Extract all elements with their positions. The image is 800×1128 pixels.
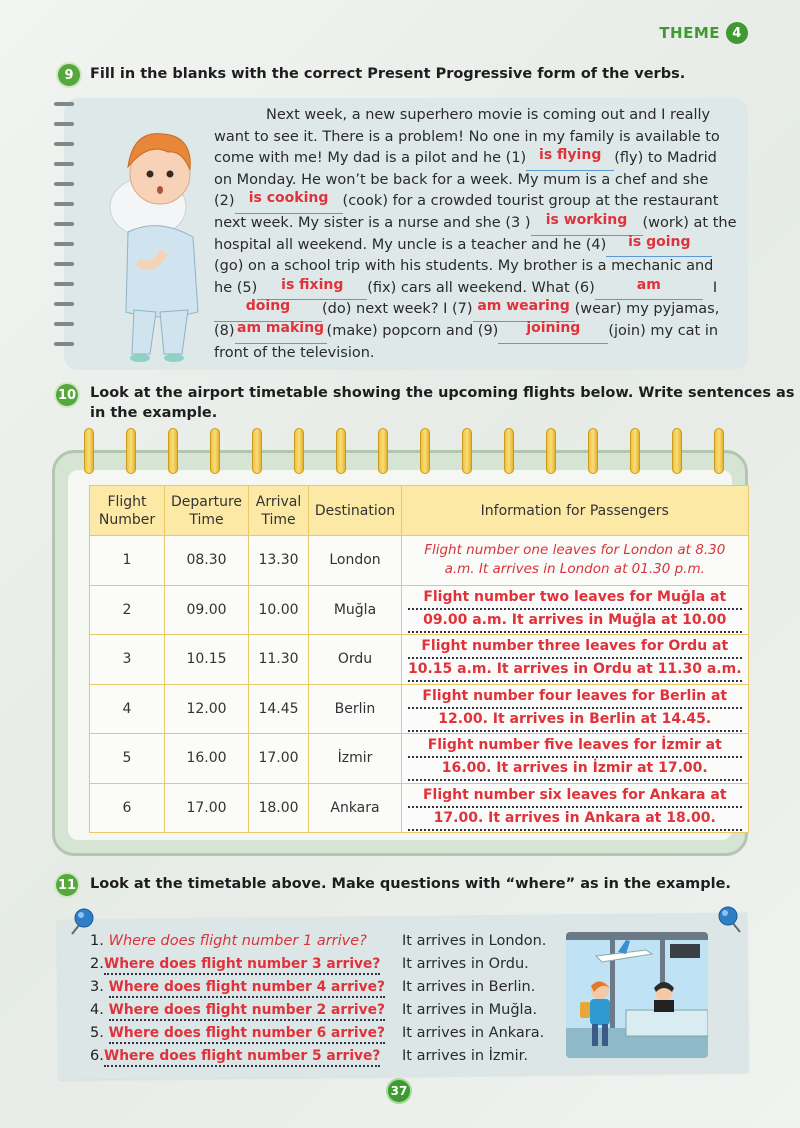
answer-row: It arrives in London. [402, 933, 547, 949]
cell-info-answer[interactable]: Flight number two leaves for Muğla at 09.00 a.m. It arrives in Muğla at 10.00 [402, 585, 749, 635]
cell-flight-number: 3 [90, 635, 165, 685]
paragraph-line: front of the television. [214, 344, 375, 361]
cell-destination: London [309, 536, 402, 586]
header-information: Information for Passengers [402, 486, 749, 536]
cell-destination: Muğla [309, 585, 402, 635]
cell-info-example: Flight number one leaves for London at 8.30 a.m. It arrives in London at 01.30 p.m. [402, 536, 749, 586]
cell-departure: 16.00 [165, 734, 249, 784]
answers-list [402, 930, 546, 1068]
cell-flight-number: 2 [90, 585, 165, 635]
table-row [90, 536, 749, 586]
question-row[interactable]: 4. Where does flight number 2 arrive? [90, 999, 390, 1022]
question-row[interactable]: 6. Where does flight number 5 arrive? [90, 1045, 390, 1068]
blank-6[interactable]: am [595, 278, 703, 301]
cell-info-answer[interactable]: Flight number three leaves for Ordu at 10.15 a.m. It arrives in Ordu at 11.30 a.m. [402, 635, 749, 685]
paragraph-line: (2) is cooking (cook) for a crowded tourist group at the restaurant [214, 191, 734, 213]
cell-departure: 12.00 [165, 684, 249, 734]
table-row [90, 783, 749, 833]
exercise-10-instruction-line2: in the example. [90, 405, 218, 421]
answer-row: It arrives in Muğla. [402, 1002, 538, 1018]
cell-flight-number: 1 [90, 536, 165, 586]
cell-arrival: 10.00 [249, 585, 309, 635]
cell-destination: Ordu [309, 635, 402, 685]
blank-3[interactable]: is working [531, 213, 643, 236]
cell-arrival: 14.45 [249, 684, 309, 734]
question-row[interactable]: 2. Where does flight number 3 arrive? [90, 953, 390, 976]
blank-5[interactable]: is fixing [257, 278, 367, 301]
answer-row: It arrives in İzmir. [402, 1048, 528, 1064]
blank-7[interactable]: doing [214, 299, 322, 322]
cell-info-answer[interactable]: Flight number five leaves for İzmir at 16.00. It arrives in İzmir at 17.00. [402, 734, 749, 784]
page-number: 37 [386, 1078, 412, 1104]
paragraph-line: want to see it. There is a problem! No one in my family is available to [214, 128, 720, 145]
answer-row: It arrives in Ankara. [402, 1025, 545, 1041]
cell-arrival: 18.00 [249, 783, 309, 833]
boy-in-pyjamas-illustration [98, 112, 218, 367]
question-row[interactable]: 3. Where does flight number 4 arrive? [90, 976, 390, 999]
questions-list [90, 930, 390, 1068]
blank-2[interactable]: is cooking [235, 191, 343, 214]
blank-8[interactable]: am wearing [473, 299, 575, 322]
exercise-10-instruction-line1: Look at the airport timetable showing the upcoming flights below. Write sentences as [90, 385, 795, 401]
airport-check-in-illustration [566, 932, 708, 1058]
notebook-spiral [54, 98, 74, 368]
table-row [90, 734, 749, 784]
cell-info-answer[interactable]: Flight number four leaves for Berlin at 12.00. It arrives in Berlin at 14.45. [402, 684, 749, 734]
paragraph-line: (8) am making (make) popcorn and (9) joining (join) my cat in [214, 321, 734, 343]
blank-4[interactable]: is going [606, 235, 712, 258]
paragraph-line: on Monday. He won’t be back for a week. My mum is a chef and she [214, 171, 709, 188]
cell-destination: Berlin [309, 684, 402, 734]
cell-flight-number: 6 [90, 783, 165, 833]
paragraph-line: come with me! My dad is a pilot and he (1) is flying (fly) to Madrid [214, 148, 734, 170]
cell-departure: 10.15 [165, 635, 249, 685]
question-row[interactable]: 5. Where does flight number 6 arrive? [90, 1022, 390, 1045]
notebook-rings [84, 428, 724, 478]
paragraph-line: Next week, a new superhero movie is coming out and I really [266, 107, 711, 123]
cell-arrival: 13.30 [249, 536, 309, 586]
blank-1[interactable]: is flying [526, 148, 614, 171]
cell-departure: 08.30 [165, 536, 249, 586]
cell-flight-number: 4 [90, 684, 165, 734]
airport-timetable [89, 485, 749, 833]
paragraph-line: hospital all weekend. My uncle is a teacher and he (4) is going [214, 235, 734, 257]
cell-destination: İzmir [309, 734, 402, 784]
answer-row: It arrives in Berlin. [402, 979, 536, 995]
exercise-9-instruction: Fill in the blanks with the correct Present Progressive form of the verbs. [90, 66, 686, 82]
answer-row: It arrives in Ordu. [402, 956, 529, 972]
table-header-row [90, 486, 749, 536]
header-arrival-time: Arrival Time [249, 486, 309, 536]
paragraph-line: next week. My sister is a nurse and she (3 ) is working (work) at the [214, 213, 734, 235]
paragraph-line: doing (do) next week? I (7) am wearing (wear) my pyjamas, [214, 299, 734, 321]
table-row [90, 635, 749, 685]
paragraph-line: he (5) is fixing (fix) cars all weekend. What (6) am I [214, 278, 734, 300]
cell-departure: 17.00 [165, 783, 249, 833]
theme-label: THEME [659, 24, 720, 42]
exercise-9-number: 9 [56, 62, 82, 88]
exercise-11-number: 11 [54, 872, 80, 898]
exercise-11-instruction: Look at the timetable above. Make questions with “where” as in the example. [90, 876, 731, 892]
exercise-9-paragraph [214, 105, 737, 364]
table-row [90, 585, 749, 635]
pushpin-icon [716, 904, 750, 938]
theme-number: 4 [726, 22, 748, 44]
table-row [90, 684, 749, 734]
cell-flight-number: 5 [90, 734, 165, 784]
theme-badge [659, 22, 748, 44]
cell-arrival: 11.30 [249, 635, 309, 685]
header-destination: Destination [309, 486, 402, 536]
question-row: 1. Where does flight number 1 arrive? [90, 933, 367, 949]
cell-destination: Ankara [309, 783, 402, 833]
cell-info-answer[interactable]: Flight number six leaves for Ankara at 17.00. It arrives in Ankara at 18.00. [402, 783, 749, 833]
blank-10[interactable]: joining [498, 321, 608, 344]
cell-arrival: 17.00 [249, 734, 309, 784]
header-departure-time: Departure Time [165, 486, 249, 536]
cell-departure: 09.00 [165, 585, 249, 635]
paragraph-line: (go) on a school trip with his students. My brother is a mechanic and [214, 258, 714, 275]
blank-9[interactable]: am making [235, 321, 327, 344]
header-flight-number: Flight Number [90, 486, 165, 536]
exercise-10-number: 10 [54, 382, 80, 408]
